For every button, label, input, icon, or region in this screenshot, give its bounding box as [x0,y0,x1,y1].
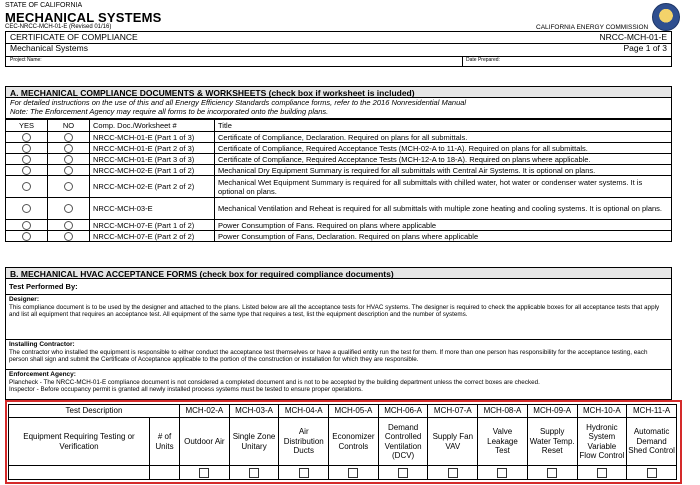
test-code: MCH-09-A [527,405,577,418]
no-radio[interactable] [64,166,73,175]
test-name: Outdoor Air [180,418,230,466]
test-name: Supply Water Temp. Reset [527,418,577,466]
table-row [9,466,677,480]
section-a-note-1: For detailed instructions on the use of this and all Energy Efficiency Standards compliance forms, refer to the 2016 Nonresidential Manual [10,98,467,107]
test-checkbox[interactable] [597,468,607,478]
table-row [6,165,672,176]
agency-name: CALIFORNIA ENERGY COMMISSION [536,24,649,31]
subject-label: Mechanical Systems [10,43,88,53]
test-code: MCH-08-A [478,405,528,418]
test-name: Hydronic System Variable Flow Control [577,418,627,466]
col-doc-number: Comp. Doc./Worksheet # [90,120,215,132]
units-header: # of Units [150,418,180,466]
yes-radio[interactable] [22,155,31,164]
doc-number: NRCC-MCH-07-E (Part 1 of 2) [90,220,215,231]
doc-title: Mechanical Ventilation and Reheat is required for all submittals with multiple zone heating and cooling systems. It is optional on plans. [215,198,672,220]
test-checkbox[interactable] [497,468,507,478]
form-code: NRCC-MCH-01-E [599,32,667,42]
plancheck-text: Plancheck - The NRCC-MCH-01-E compliance document is not considered a completed document and is not to be accepted by the building department unless the correct boxes are checked. [9,378,540,386]
test-code: MCH-07-A [428,405,478,418]
col-no: NO [48,120,90,132]
installer-block [5,340,672,370]
no-radio[interactable] [64,144,73,153]
installer-text: The contractor who installed the equipment is responsible to either conduct the acceptance test themselves or have a qualified entity run the test for them. If more than one person has responsibility for the acceptance testing, each person shall sign and submit the Certificate of Acceptance applicable to the portion of the construction or installation for which they are responsible. [9,348,648,363]
doc-title: Certificate of Compliance, Declaration. Required on plans for all submittals. [215,132,672,143]
test-name: Single Zone Unitary [229,418,279,466]
section-b-heading: B. MECHANICAL HVAC ACCEPTANCE FORMS (check box for required compliance documents) [5,267,672,279]
doc-title: Mechanical Wet Equipment Summary is required for all submittals with chilled water, hot water or condenser water systems. It is optional on plans. [215,176,672,198]
subject-row [5,43,672,57]
form-title: MECHANICAL SYSTEMS [5,10,162,25]
designer-text: This compliance document is to be used by the designer and attached to the plans. Listed below are all the acceptance tests for HVAC systems. The designer is required to check the applicable boxes for all acceptance tests that apply and list all equipment that requires an acceptance test. All equipment of the same type that requires a test, list the equipment description and the number of systems. [9,303,660,318]
page-number: Page 1 of 3 [623,43,667,53]
test-code: MCH-10-A [577,405,627,418]
doc-title: Certificate of Compliance, Required Acceptance Tests (MCH-12-A to 18-A). Required on plans where applicable. [215,154,672,165]
installer-label: Installing Contractor: [9,341,75,348]
table-row [6,132,672,143]
test-name: Supply Fan VAV [428,418,478,466]
test-checkbox[interactable] [299,468,309,478]
doc-number: NRCC-MCH-01-E (Part 3 of 3) [90,154,215,165]
yes-radio[interactable] [22,166,31,175]
yes-radio[interactable] [22,232,31,241]
test-code: MCH-05-A [329,405,379,418]
designer-label: Designer: [9,296,39,303]
test-code: MCH-06-A [378,405,428,418]
test-code: MCH-04-A [279,405,329,418]
yes-radio[interactable] [22,204,31,213]
test-checkbox[interactable] [249,468,259,478]
state-seal-logo [652,3,680,31]
enforcement-label: Enforcement Agency: [9,371,76,378]
project-info-row [5,57,672,67]
table-row [6,231,672,242]
section-a-note-2: Note: The Enforcement Agency may require all forms to be incorporated onto the building plans. [10,107,329,116]
enforcement-block [5,370,672,400]
doc-title: Certificate of Compliance, Required Acceptance Tests (MCH-02-A to 11-A). Required on plans for all submittals. [215,143,672,154]
doc-number: NRCC-MCH-02-E (Part 1 of 2) [90,165,215,176]
test-code: MCH-11-A [627,405,677,418]
yes-radio[interactable] [22,144,31,153]
doc-title: Mechanical Dry Equipment Summary is required for all submittals with Central Air Systems. It is optional on plans. [215,165,672,176]
doc-number: NRCC-MCH-03-E [90,198,215,220]
test-name: Demand Controlled Ventilation (DCV) [378,418,428,466]
date-prepared-field[interactable]: Date Prepared: [462,57,500,66]
doc-number: NRCC-MCH-02-E (Part 2 of 2) [90,176,215,198]
col-title: Title [215,120,672,132]
test-description-header: Test Description [9,405,180,418]
test-code: MCH-02-A [180,405,230,418]
equipment-input[interactable] [9,466,150,480]
table-row [6,176,672,198]
no-radio[interactable] [64,133,73,142]
test-checkbox[interactable] [547,468,557,478]
doc-title: Power Consumption of Fans. Required on plans where applicable [215,220,672,231]
table-row [6,198,672,220]
test-code: MCH-03-A [229,405,279,418]
certificate-label: CERTIFICATE OF COMPLIANCE [10,32,138,42]
no-radio[interactable] [64,221,73,230]
compliance-documents-table [5,119,672,242]
table-row [6,154,672,165]
section-a-heading: A. MECHANICAL COMPLIANCE DOCUMENTS & WORKSHEETS (check box if worksheet is included) [5,86,672,98]
test-checkbox[interactable] [398,468,408,478]
table-row [6,143,672,154]
test-checkbox[interactable] [348,468,358,478]
acceptance-tests-table [8,404,677,480]
inspector-text: Inspector - Before occupancy permit is granted all newly installed process systems must be tested to ensure proper operations. [9,386,363,393]
test-checkbox[interactable] [647,468,657,478]
doc-title: Power Consumption of Fans, Declaration. Required on plans where applicable [215,231,672,242]
yes-radio[interactable] [22,133,31,142]
units-input[interactable] [150,466,180,480]
doc-number: NRCC-MCH-01-E (Part 2 of 3) [90,143,215,154]
section-a-notes [5,98,672,119]
no-radio[interactable] [64,155,73,164]
equipment-header: Equipment Requiring Testing or Verification [9,418,150,466]
doc-number: NRCC-MCH-07-E (Part 2 of 2) [90,231,215,242]
doc-number: NRCC-MCH-01-E (Part 1 of 3) [90,132,215,143]
test-checkbox[interactable] [448,468,458,478]
no-radio[interactable] [64,204,73,213]
table-row [6,220,672,231]
test-performed-by: Test Performed By: [5,279,672,295]
yes-radio[interactable] [22,221,31,230]
test-name: Economizer Controls [329,418,379,466]
state-label: STATE OF CALIFORNIA [5,2,83,9]
no-radio[interactable] [64,182,73,191]
test-name: Air Distribution Ducts [279,418,329,466]
test-name: Automatic Demand Shed Control [627,418,677,466]
no-radio[interactable] [64,232,73,241]
designer-block [5,295,672,340]
test-checkbox[interactable] [199,468,209,478]
col-yes: YES [6,120,48,132]
yes-radio[interactable] [22,182,31,191]
form-revision: CEC-NRCC-MCH-01-E (Revised 01/16) [5,24,112,30]
project-name-field[interactable]: Project Name: [10,57,42,63]
test-name: Valve Leakage Test [478,418,528,466]
